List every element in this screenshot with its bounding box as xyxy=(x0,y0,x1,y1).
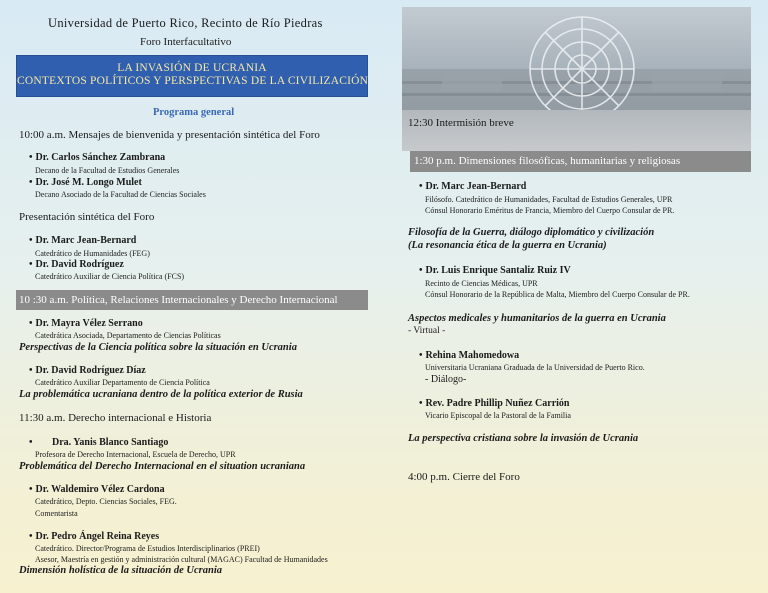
speaker-name: • Rev. Padre Phillip Nuñez Carrión xyxy=(419,398,570,409)
speaker-bullet: • xyxy=(29,437,33,448)
talk-subtitle: (La resonancia ética de la guerra en Ucrania) xyxy=(408,240,607,251)
un-emblem-photo xyxy=(402,7,751,111)
talk-title: La perspectiva cristiana sobre la invasión de Ucrania xyxy=(408,433,639,444)
speaker-name: • Dr. Mayra Vélez Serrano xyxy=(29,318,143,329)
speaker-role: Filósofo. Catedrático de Humanidades, Facultad de Estudios Generales, UPR xyxy=(425,195,673,204)
dialogo-note: - Diálogo- xyxy=(425,374,467,385)
speaker-note: Comentarista xyxy=(35,509,78,518)
speaker-role: Catedrático Auxiliar de Ciencia Política (FCS) xyxy=(35,272,185,281)
talk-title: Filosofía de la Guerra, diálogo diplomático y civilización xyxy=(408,227,655,238)
speaker-role: Vicario Episcopal de la Pastoral de la Familia xyxy=(425,411,571,420)
speaker-role: Cónsul Honorario de la República de Malta, Miembro del Cuerpo Consular de PR. xyxy=(425,290,690,299)
session-4-time: 11:30 a.m. Derecho internacional e Historia xyxy=(19,412,212,424)
speaker-name: • Dr. David Rodríguez xyxy=(29,259,124,270)
session-2-title: Presentación sintética del Foro xyxy=(19,211,155,223)
session-1-time: 10:00 a.m. Mensajes de bienvenida y presentación sintética del Foro xyxy=(19,129,320,141)
closing-time: 4:00 p.m. Cierre del Foro xyxy=(408,471,520,483)
speaker-role: Catedrática Asociada, Departamento de Ciencias Políticas xyxy=(35,331,221,340)
talk-title: Dimensión holística de la situación de Ucrania xyxy=(19,565,223,576)
speaker-name: • Dr. Marc Jean-Bernard xyxy=(29,235,136,246)
speaker-name: • Dr. Pedro Ángel Reina Reyes xyxy=(29,531,159,542)
speaker-role: Catedrático, Depto. Ciencias Sociales, FEG. xyxy=(35,497,177,506)
speaker-role: Catedrático. Director/Programa de Estudios Interdisciplinarios (PREI) xyxy=(35,544,260,553)
title-line-2: CONTEXTOS POLÍTICOS Y PERSPECTIVAS DE LA CIVILIZACIÓN xyxy=(17,75,369,87)
speaker-role: Asesor, Maestría en gestión y administración cultural (MAGAC) Facultad de Humanidades xyxy=(35,555,328,564)
speaker-role: Profesora de Derecho Internacional, Escuela de Derecho, UPR xyxy=(35,450,236,459)
speaker-role: Decano Asociado de la Facultad de Ciencias Sociales xyxy=(35,190,206,199)
program-heading: Programa general xyxy=(153,107,235,118)
speaker-role: Cónsul Honorario Eméritus de Francia, Miembro del Cuerpo Consular de PR. xyxy=(425,206,675,215)
talk-title: Problemática del Derecho Internacional en el situation ucraniana xyxy=(19,461,306,472)
speaker-name: • Dr. Carlos Sánchez Zambrana xyxy=(29,152,165,163)
speaker-role: Universitaria Ucraniana Graduada de la Universidad de Puerto Rico. xyxy=(425,363,645,372)
speaker-name: • Dr. José M. Longo Mulet xyxy=(29,177,142,188)
speaker-role: Decano de la Facultad de Estudios Generales xyxy=(35,166,180,175)
session-5-bar: 1:30 p.m. Dimensiones filosóficas, humanitarias y religiosas xyxy=(410,151,751,172)
talk-title: La problemática ucraniana dentro de la política exterior de Rusia xyxy=(19,389,303,400)
speaker-role: Catedrático de Humanidades (FEG) xyxy=(35,249,150,258)
intermission-time: 12:30 Intermisión breve xyxy=(408,117,514,129)
session-3-bar: 10 :30 a.m. Política, Relaciones Internacionales y Derecho Internacional xyxy=(16,290,368,310)
virtual-note: - Virtual - xyxy=(408,326,446,336)
speaker-role: Catedrático Auxiliar Departamento de Ciencia Política xyxy=(35,378,210,387)
talk-title: Perspectivas de la Ciencia política sobre la situación en Ucrania xyxy=(19,342,297,353)
title-banner xyxy=(16,55,368,97)
speaker-name: Dra. Yanis Blanco Santiago xyxy=(52,437,169,448)
talk-title: Aspectos medicales y humanitarios de la guerra en Ucrania xyxy=(408,313,666,324)
university-name: Universidad de Puerto Rico, Recinto de Río Piedras xyxy=(48,16,323,30)
speaker-name: • Dr. Luis Enrique Santaliz Ruiz IV xyxy=(419,265,571,276)
speaker-name: • Dr. David Rodríguez Díaz xyxy=(29,365,146,376)
speaker-name: • Rehina Mahomedowa xyxy=(419,350,519,361)
speaker-name: • Dr. Marc Jean-Bernard xyxy=(419,181,526,192)
speaker-role: Recinto de Ciencias Médicas, UPR xyxy=(425,279,538,288)
title-line-1: LA INVASIÓN DE UCRANIA xyxy=(117,62,267,74)
forum-label: Foro Interfacultativo xyxy=(140,36,232,48)
speaker-name: • Dr. Waldemiro Vélez Cardona xyxy=(29,484,165,495)
